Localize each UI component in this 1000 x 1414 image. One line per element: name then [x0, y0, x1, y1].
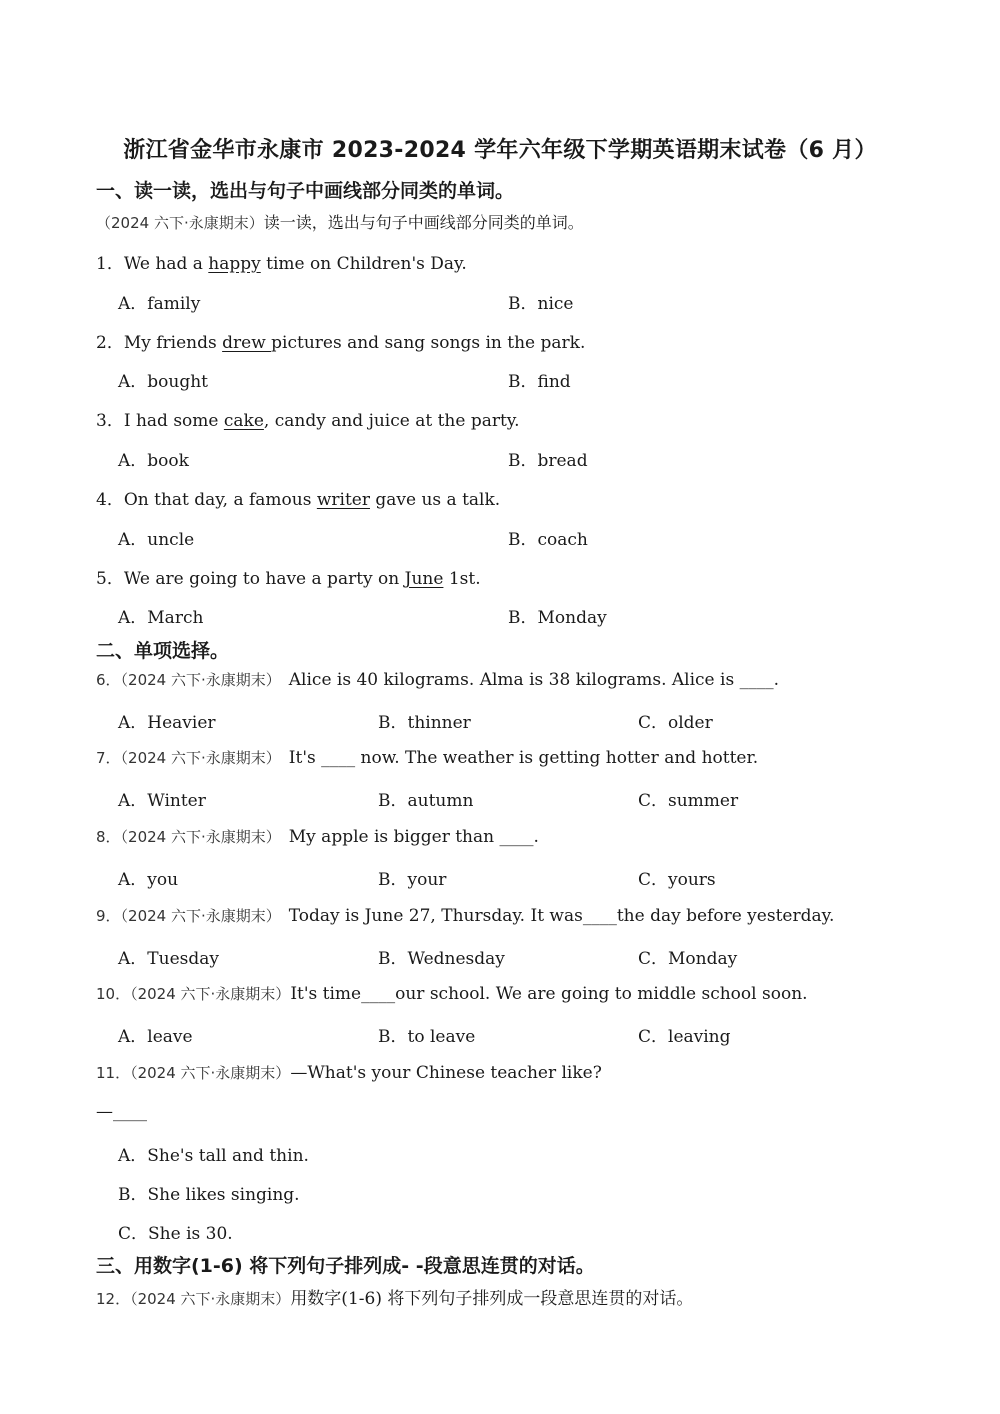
- q6-option-a[interactable]: A．Heavier: [118, 713, 216, 733]
- question-text: My apple is bigger than ____.: [288, 827, 539, 847]
- source-tag: （2024 六下·永康期末）: [120, 907, 281, 925]
- question-number: 2．: [96, 333, 124, 353]
- underlined-word: writer: [316, 490, 370, 510]
- underlined-word: drew: [222, 333, 272, 353]
- question-text: We had a: [123, 254, 209, 274]
- q2-option-a[interactable]: A．bought: [118, 372, 209, 392]
- source-tag: （2024 六下·永康期末）: [120, 828, 281, 846]
- question-text: I had some: [123, 411, 224, 431]
- question-text: —What's your Chinese teacher like?: [290, 1063, 602, 1083]
- source-tag: （2024 六下·永康期末）: [120, 749, 281, 767]
- question-text: , candy and juice at the party.: [263, 411, 520, 431]
- question-number: 6．: [96, 671, 121, 689]
- instruction-text: 读一读，选出与句子中画线部分同类的单词。: [263, 213, 584, 232]
- q7-option-a[interactable]: A．Winter: [118, 791, 206, 811]
- q11-option-a[interactable]: A．She's tall and thin.: [118, 1146, 309, 1166]
- question-text: It's time____our school. We are going to middle school soon.: [290, 984, 808, 1004]
- question-11: [96, 1062, 602, 1083]
- question-8: [96, 826, 539, 847]
- underlined-word: cake: [223, 411, 264, 431]
- question-3: [96, 406, 520, 431]
- q10-option-b[interactable]: B．to leave: [378, 1027, 476, 1047]
- source-tag: （2024 六下·永康期末）: [120, 671, 281, 689]
- question-text: 1st.: [443, 569, 481, 589]
- question-text: We are going to have a party on: [123, 569, 405, 589]
- question-text: On that day, a famous: [123, 490, 317, 510]
- q5-option-b[interactable]: B．Monday: [508, 608, 607, 628]
- q8-option-b[interactable]: B．your: [378, 870, 447, 890]
- question-text: Today is June 27, Thursday. It was____the day before yesterday.: [288, 906, 835, 926]
- q6-option-b[interactable]: B．thinner: [378, 713, 471, 733]
- page-title: 浙江省金华市永康市 2023-2024 学年六年级下学期英语期末试卷（6 月）: [123, 138, 877, 163]
- underlined-word: happy: [208, 254, 261, 274]
- q1-option-b[interactable]: B．nice: [508, 294, 574, 314]
- question-number: 8．: [96, 828, 121, 846]
- q1-option-a[interactable]: A．family: [118, 294, 201, 314]
- question-number: 12．: [96, 1290, 131, 1308]
- question-text: gave us a talk.: [369, 490, 501, 510]
- source-tag: （2024 六下·永康期末）: [130, 1290, 291, 1308]
- question-2: [96, 328, 585, 353]
- source-tag: （2024 六下·永康期末）: [96, 214, 264, 232]
- section-1-heading: 一、读一读，选出与句子中画线部分同类的单词。: [96, 180, 515, 202]
- q2-option-b[interactable]: B．find: [508, 372, 571, 392]
- question-text: My friends: [123, 333, 223, 353]
- q3-option-a[interactable]: A．book: [118, 451, 189, 471]
- question-number: 1．: [96, 254, 124, 274]
- source-tag: （2024 六下·永康期末）: [130, 985, 291, 1003]
- q9-option-a[interactable]: A．Tuesday: [118, 949, 219, 969]
- source-tag: （2024 六下·永康期末）: [130, 1064, 291, 1082]
- question-number: 9．: [96, 907, 121, 925]
- q6-option-c[interactable]: C．older: [638, 713, 713, 733]
- q9-option-b[interactable]: B．Wednesday: [378, 949, 505, 969]
- q5-option-a[interactable]: A．March: [118, 608, 204, 628]
- question-5: [96, 564, 481, 589]
- q8-option-a[interactable]: A．you: [118, 870, 179, 890]
- q7-option-b[interactable]: B．autumn: [378, 791, 474, 811]
- q11-option-b[interactable]: B．She likes singing.: [118, 1185, 300, 1205]
- q11-option-c[interactable]: C．She is 30.: [118, 1224, 233, 1244]
- q8-option-c[interactable]: C．yours: [638, 870, 716, 890]
- section-2-heading: 二、单项选择。: [96, 640, 230, 662]
- question-text: time on Children's Day.: [260, 254, 467, 274]
- q7-option-c[interactable]: C．summer: [638, 791, 739, 811]
- question-number: 4．: [96, 490, 124, 510]
- q4-option-b[interactable]: B．coach: [508, 530, 588, 550]
- underlined-word: June: [404, 569, 444, 589]
- question-6: [96, 669, 779, 690]
- question-number: 7．: [96, 749, 121, 767]
- question-number: 3．: [96, 411, 124, 431]
- question-text: 用数字(1-6) 将下列句子排列成一段意思连贯的对话。: [290, 1289, 694, 1309]
- question-number: 10．: [96, 985, 131, 1003]
- q10-option-a[interactable]: A．leave: [118, 1027, 193, 1047]
- section-1-instruction: [96, 210, 584, 233]
- q11-reply-blank: —____: [96, 1102, 147, 1122]
- question-text: It's ____ now. The weather is getting hotter and hotter.: [288, 748, 759, 768]
- question-9: [96, 905, 834, 926]
- section-3-heading: 三、用数字(1-6) 将下列句子排列成- -段意思连贯的对话。: [96, 1255, 595, 1277]
- question-text: pictures and sang songs in the park.: [271, 333, 586, 353]
- q4-option-a[interactable]: A．uncle: [118, 530, 195, 550]
- question-12: [96, 1284, 693, 1309]
- question-number: 11．: [96, 1064, 131, 1082]
- q3-option-b[interactable]: B．bread: [508, 451, 588, 471]
- question-text: Alice is 40 kilograms. Alma is 38 kilograms. Alice is ____.: [288, 670, 779, 690]
- question-10: [96, 983, 808, 1004]
- question-7: [96, 747, 758, 768]
- question-number: 5．: [96, 569, 124, 589]
- q9-option-c[interactable]: C．Monday: [638, 949, 738, 969]
- q10-option-c[interactable]: C．leaving: [638, 1027, 731, 1047]
- question-1: [96, 249, 467, 274]
- question-4: [96, 485, 500, 510]
